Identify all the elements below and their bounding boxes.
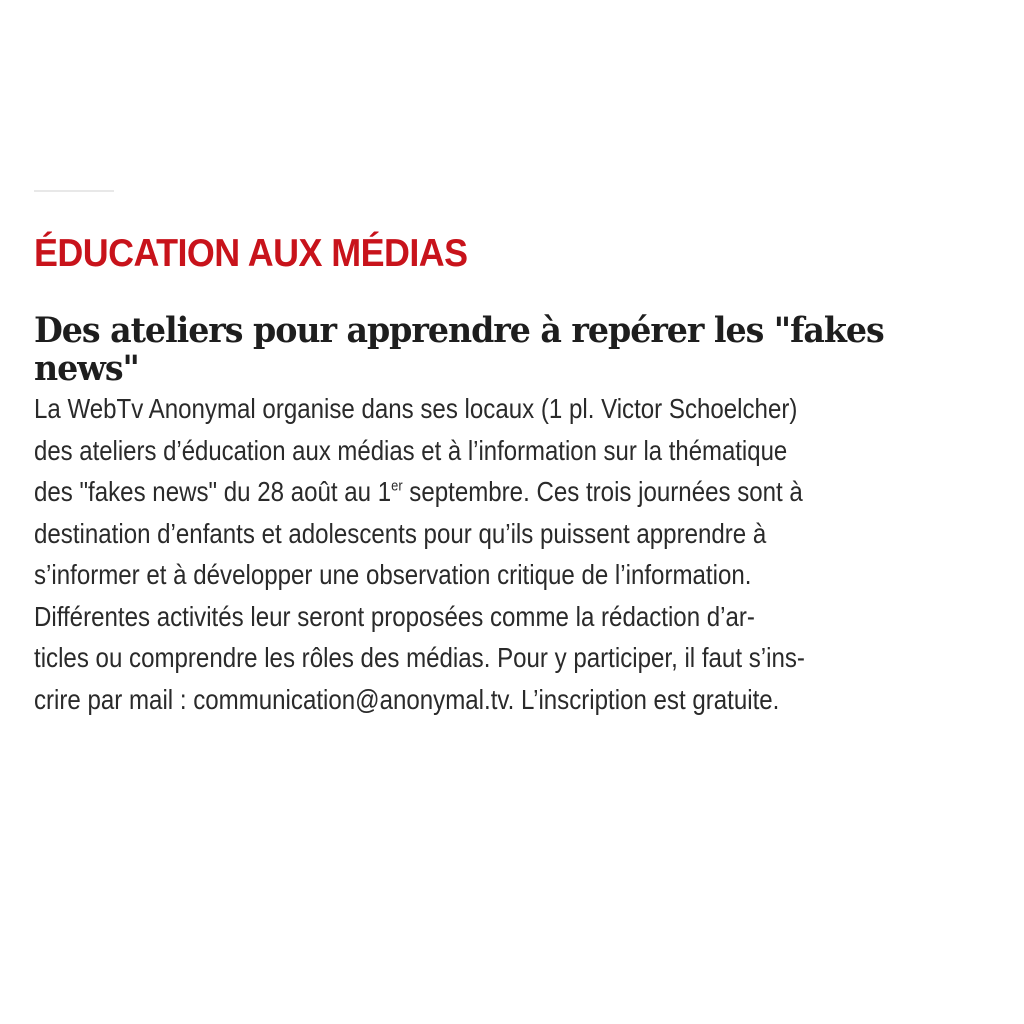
body-line-1: La WebTv Anonymal organise dans ses locaux (1 pl. Victor Schoelcher) bbox=[34, 393, 798, 424]
body-line-3-end: septembre. Ces trois journées sont à bbox=[402, 476, 803, 507]
body-line-7: ticles ou comprendre les rôles des médias. Pour y participer, il faut s’ins- bbox=[34, 642, 805, 673]
body-line-5: s’informer et à développer une observation critique de l’information. bbox=[34, 559, 752, 590]
body-line-8: crire par mail : communication@anonymal.tv. L’inscription est gratuite. bbox=[34, 683, 780, 715]
body-line-3-start: des "fakes news" du 28 août au 1 bbox=[34, 476, 392, 507]
body-line-2: des ateliers d’éducation aux médias et à l’information sur la thématique bbox=[34, 434, 788, 466]
article-headline: Des ateliers pour apprendre à repérer les "fakes news" bbox=[34, 310, 884, 389]
ordinal-superscript: er bbox=[391, 477, 403, 495]
section-kicker: ÉDUCATION AUX MÉDIAS bbox=[34, 232, 468, 275]
article-body bbox=[34, 388, 994, 720]
article bbox=[34, 230, 994, 720]
body-line-6: Différentes activités leur seront proposées comme la rédaction d’ar- bbox=[34, 600, 755, 632]
body-line-4: destination d’enfants et adolescents pour qu’ils puissent apprendre à bbox=[34, 517, 767, 549]
section-divider bbox=[34, 190, 114, 192]
body-line-3 bbox=[34, 471, 860, 513]
